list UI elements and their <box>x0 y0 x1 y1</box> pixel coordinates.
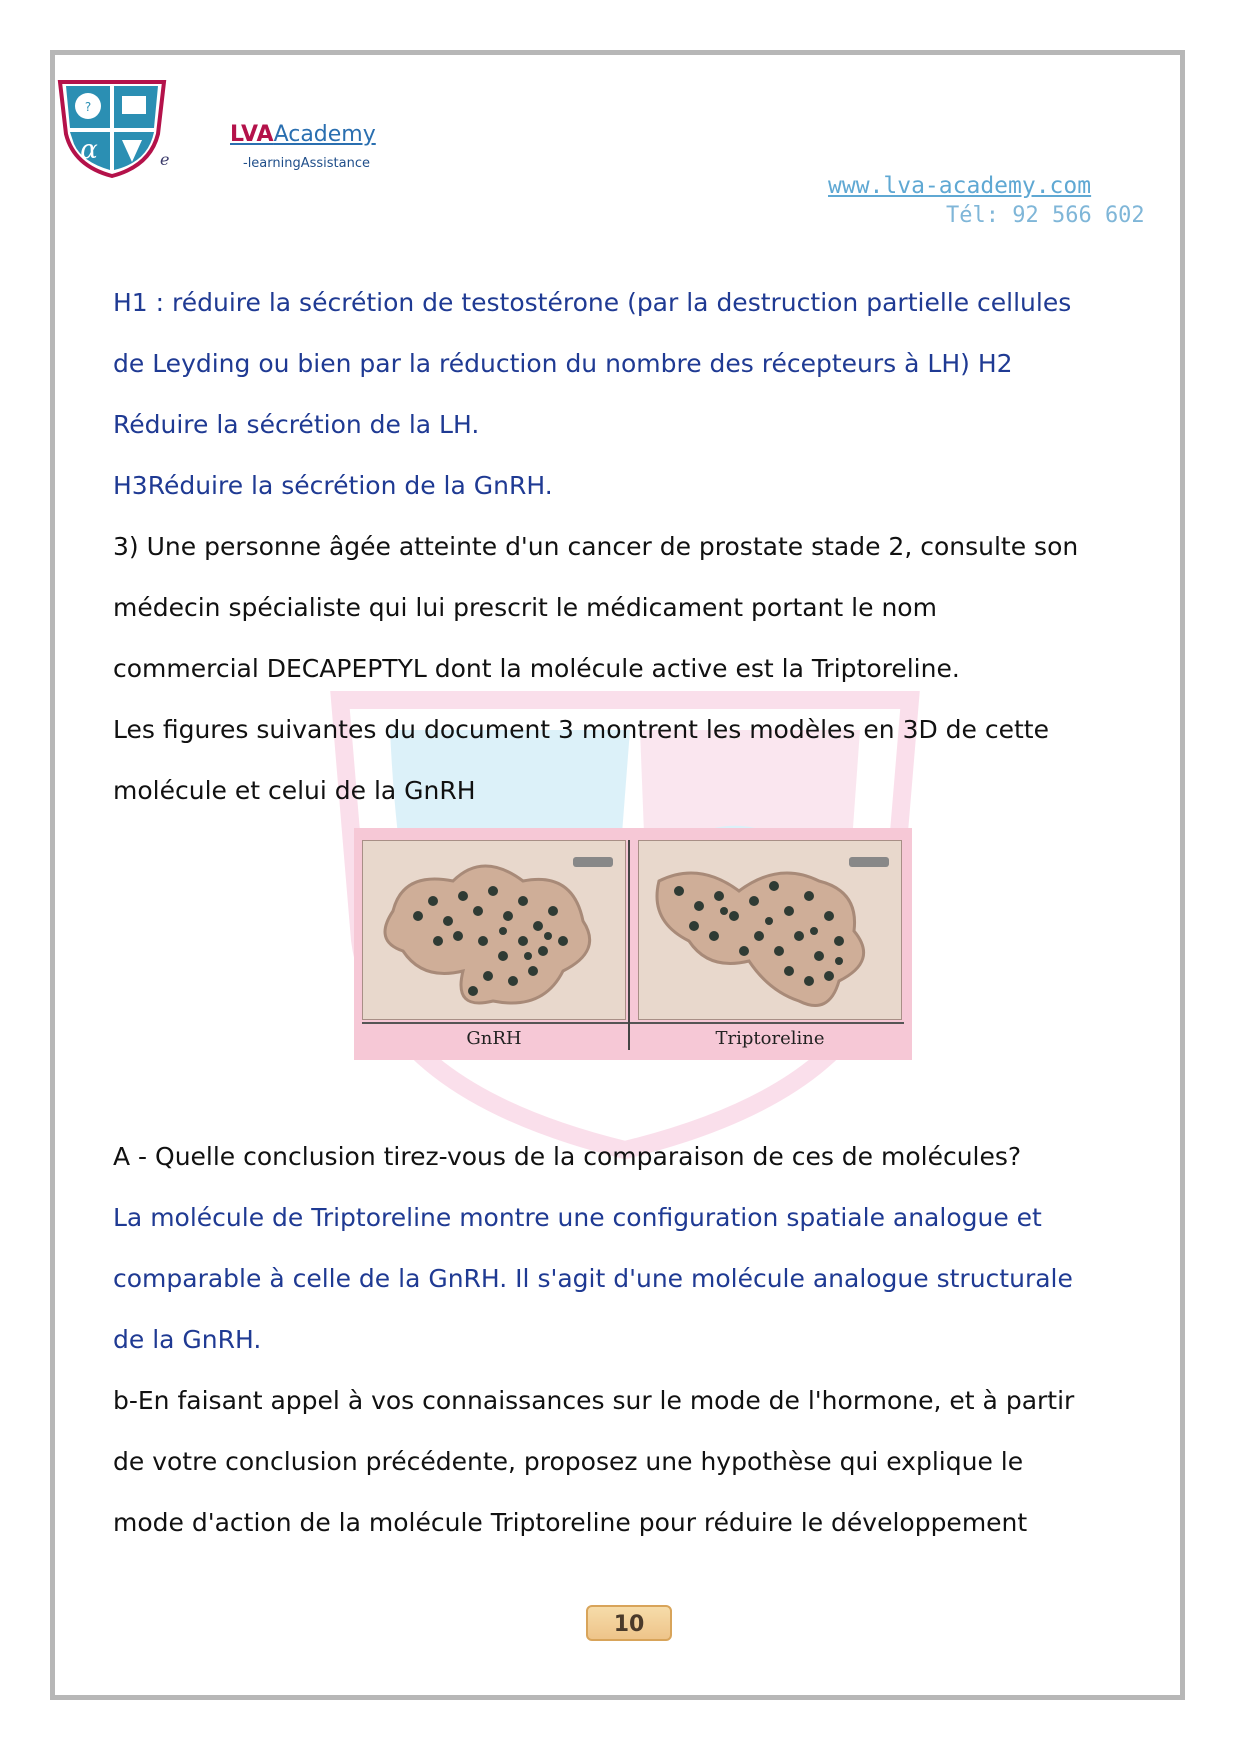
brand-prefix: LVA <box>230 122 274 147</box>
answer-line: H1 : réduire la sécrétion de testostérone (par la destruction partielle cellules <box>113 288 1072 317</box>
figure-caption-rule <box>362 1022 904 1024</box>
question-line: commercial DECAPEPTYL dont la molécule active est la Triptoreline. <box>113 654 960 683</box>
triptoreline-molecule-image <box>639 841 901 1019</box>
phone-number: Tél: 92 566 602 <box>946 203 1145 228</box>
brand-suffix: Academy <box>273 122 376 147</box>
question-line: molécule et celui de la GnRH <box>113 776 476 805</box>
question-b-line: b-En faisant appel à vos connaissances sur le mode de l'hormone, et à partir <box>113 1386 1075 1415</box>
gnrh-label: GnRH <box>466 1028 522 1049</box>
answer-a-line: La molécule de Triptoreline montre une configuration spatiale analogue et <box>113 1203 1042 1232</box>
molecule-figure <box>354 828 912 1060</box>
triptoreline-label: Triptoreline <box>715 1028 825 1049</box>
figure-divider <box>628 840 630 1050</box>
answer-line: de Leyding ou bien par la réduction du nombre des récepteurs à LH) H2 <box>113 349 1013 378</box>
question-line: Les figures suivantes du document 3 montrent les modèles en 3D de cette <box>113 715 1049 744</box>
gnrh-panel <box>362 840 626 1020</box>
question-line: 3) Une personne âgée atteinte d'un cancer de prostate stade 2, consulte son <box>113 532 1079 561</box>
answer-line: Réduire la sécrétion de la LH. <box>113 410 480 439</box>
question-a: A - Quelle conclusion tirez-vous de la comparaison de ces de molécules? <box>113 1142 1022 1171</box>
page-number: 10 <box>586 1605 672 1641</box>
answer-a-line: de la GnRH. <box>113 1325 262 1354</box>
academy-logo-icon <box>56 78 168 178</box>
panel-tag <box>573 857 613 867</box>
answer-line: H3Réduire la sécrétion de la GnRH. <box>113 471 553 500</box>
brand-tagline: -learningAssistance <box>243 156 370 171</box>
question-line: médecin spécialiste qui lui prescrit le médicament portant le nom <box>113 593 937 622</box>
answer-a-line: comparable à celle de la GnRH. Il s'agit d'une molécule analogue structurale <box>113 1264 1073 1293</box>
question-b-line: mode d'action de la molécule Triptoreline pour réduire le développement <box>113 1508 1028 1537</box>
website-link[interactable]: www.lva-academy.com <box>828 173 1092 199</box>
svg-text:?: ? <box>84 100 92 114</box>
question-b-line: de votre conclusion précédente, proposez une hypothèse qui explique le <box>113 1447 1024 1476</box>
brand-name <box>230 122 376 148</box>
gnrh-molecule-image <box>363 841 625 1019</box>
triptoreline-panel <box>638 840 902 1020</box>
logo-e-mark: e <box>160 150 170 169</box>
svg-text:α: α <box>80 135 98 165</box>
panel-tag <box>849 857 889 867</box>
